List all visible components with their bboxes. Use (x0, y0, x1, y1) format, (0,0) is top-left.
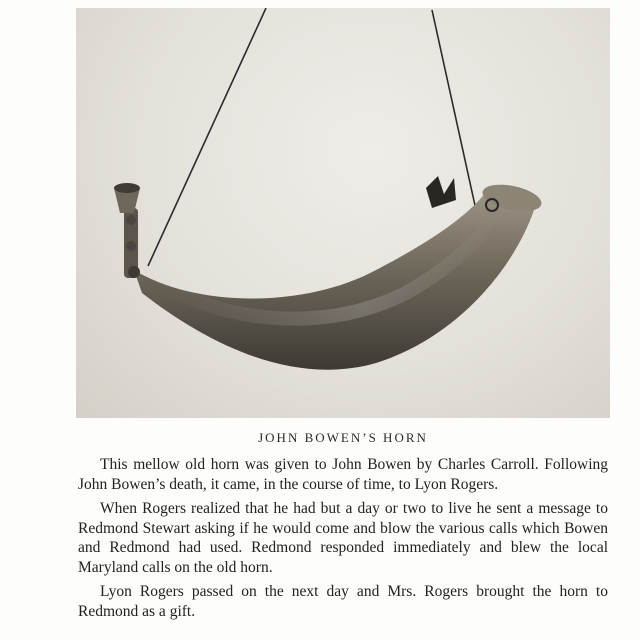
paragraph-2: When Rogers realized that he had but a day or two to live he sent a message to Redmond Stewart asking if he would come and blow the various calls which Bowen and Redmond had used. Redmond responded immediately and blew the local Maryland calls on the old horn. (78, 500, 608, 576)
horn-mouthpiece (114, 183, 140, 278)
paragraph-3: Lyon Rogers passed on the next day and Mrs. Rogers brought the horn to Redmond as a gift. (78, 583, 608, 620)
horn-photograph (76, 8, 610, 418)
left-cord (148, 8, 266, 266)
photo-caption: JOHN BOWEN’S HORN (258, 430, 428, 445)
body-text (78, 455, 608, 626)
horn-illustration (76, 8, 610, 418)
horn-body (134, 192, 536, 370)
paragraph-1: This mellow old horn was given to John Bowen by Charles Carroll. Following John Bowen’s death, it came, in the course of time, to Lyon Rogers. (78, 456, 608, 493)
